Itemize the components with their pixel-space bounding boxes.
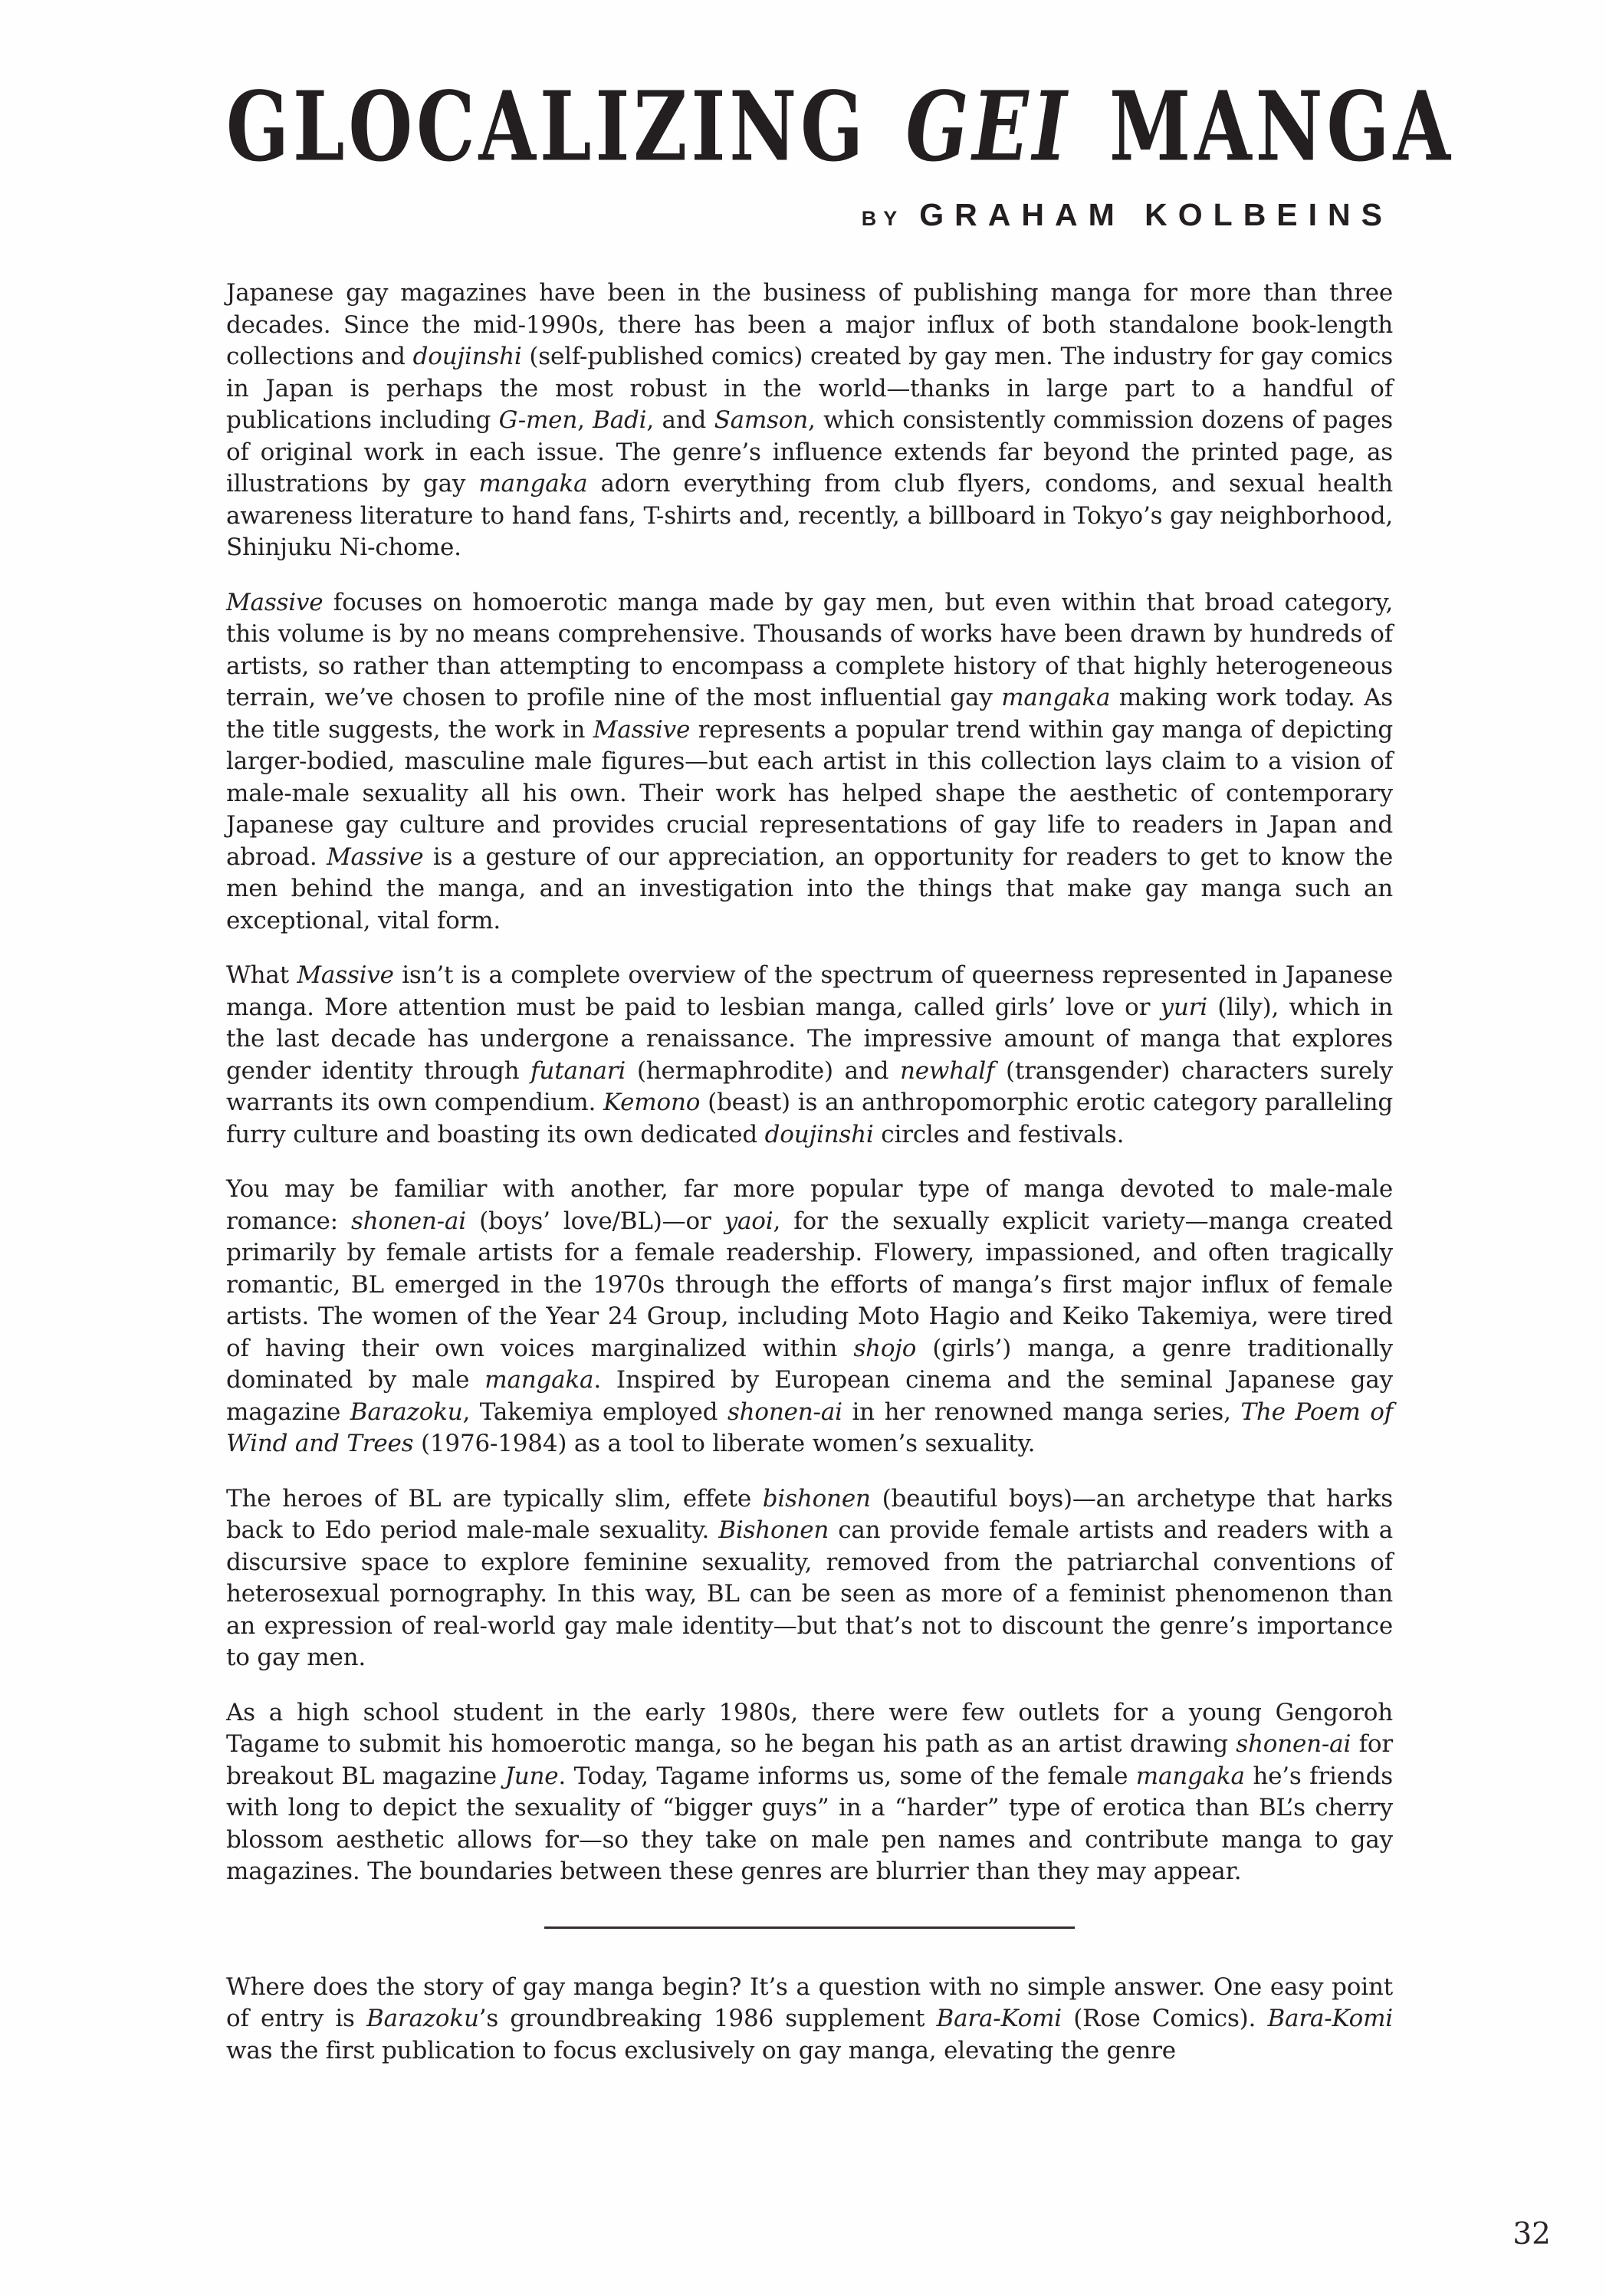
italic-run: doujinshi [764,1120,874,1148]
text-run: (transgender) characters surely warrants its own compendium. [226,1056,1393,1116]
text-run: for breakout BL magazine [226,1730,1393,1790]
text-run: You may be familiar with another, far more popular type of manga devoted to male-male romance: [226,1175,1393,1235]
byline-prefix: BY [861,207,905,230]
text-run: circles and festivals. [873,1120,1125,1148]
paragraph [226,1972,1393,2068]
italic-run: Barazoku [350,1398,463,1426]
masthead [226,0,1454,233]
text-run: The heroes of BL are typically slim, effete [226,1484,763,1513]
italic-run: futanari [530,1056,626,1085]
italic-run: G-men [498,406,578,434]
italic-run: yaoi [724,1207,773,1235]
byline [226,197,1393,233]
page-number: 32 [1512,2217,1551,2252]
italic-run: bishonen [762,1484,871,1513]
text-run: ’s groundbreaking 1986 supplement [478,2005,937,2032]
text-run: (girls’) manga, a genre traditionally dominated by male [226,1334,1393,1394]
italic-run: The Poem of Wind and Trees [226,1398,1393,1457]
italic-run: mangaka [1001,684,1111,711]
paragraph [226,278,1393,564]
italic-run: GEI [905,70,1071,183]
section-divider [544,1926,1075,1929]
article-body [226,278,1393,2067]
text-run: adorn everything from club flyers, condoms, and sexual health awareness literature to hand fans, T-shirts and, recently, a billboard in Tokyo’s gay neighborhood, Shinjuku Ni-chome. [226,470,1393,561]
text-run: (lily), which in the last decade has undergone a renaissance. The impressive amount of manga that explores gender identity through [226,993,1393,1085]
text-run: is a gesture of our appreciation, an opportunity for readers to get to know the men behind the manga, and an investigation into the things that make gay manga such an exceptional, vital form. [226,843,1393,934]
text-run: , [577,406,593,434]
italic-run: mangaka [484,1366,594,1394]
italic-run: Bishonen [718,1516,829,1544]
text-run: was the first publication to focus exclusively on gay manga, elevating the genre [226,2036,1176,2064]
text-run: (beautiful boys)—an archetype that harks back to Edo period male-male sexuality. [226,1484,1393,1544]
text-run: Japanese gay magazines have been in the business of publishing manga for more than three decades. Since the mid-1990s, there has been a major influx of both standalone book-length collections and [226,279,1393,370]
text-run: represents a popular trend within gay manga of depicting larger-bodied, masculine male figures—but each artist in this collection lays claim to a vision of male-male sexuality all his own. Their work has helped shape the aesthetic of contemporary Japanese gay culture and provides crucial representations of gay life to readers in Japan and abroad. [226,715,1393,871]
text-run: isn’t is a complete overview of the spectrum of queerness represented in Japanese manga. More attention must be paid to lesbian manga, called girls’ love or [226,961,1393,1021]
italic-run: Bara-Komi [1267,2005,1393,2032]
italic-run: Samson [714,406,809,434]
text-run: As a high school student in the early 1980s, there were few outlets for a young Gengoroh Tagame to submit his homoerotic manga, so he began his path as an artist drawing [226,1698,1393,1758]
text-run: focuses on homoerotic manga made by gay men, but even within that broad category, this volume is by no means comprehensive. Thousands of works have been drawn by hundreds of artists, so rather than attempting to encompass a complete history of that highly heterogeneous terrain, we’ve chosen to profile nine of the most influential gay [226,588,1393,711]
text-run: (self-published comics) created by gay men. The industry for gay comics in Japan is perhaps the most robust in the world—thanks in large part to a handful of publications including [226,343,1393,434]
text-run: making work today. As the title suggests, the work in [226,684,1393,744]
paragraph [226,960,1393,1151]
paragraph [226,1697,1393,1888]
italic-run: Kemono [603,1089,701,1116]
italic-run: shonen-ai [1236,1730,1351,1758]
italic-run: yuri [1160,993,1207,1021]
text-run: . Today, Tagame informs us, some of the female [558,1762,1136,1790]
text-column [226,0,1454,2090]
italic-run: mangaka [1135,1762,1245,1790]
text-run: (boys’ love/BL)—or [465,1207,724,1235]
italic-run: doujinshi [412,343,522,370]
text-run: (1976-1984) as a tool to liberate women’s sexuality. [413,1430,1036,1457]
paragraph [226,1174,1393,1460]
text-run: , for the sexually explicit variety—manga created primarily by female artists for a female readership. Flowery, impassioned, and often tragically romantic, BL emerged in the 1970s through the efforts of manga’s first major influx of female artists. The women of the Year 24 Group, including Moto Hagio and Keiko Takemiya, were tired of having their own voices marginalized within [226,1207,1393,1362]
italic-run: Massive [297,961,394,989]
paragraph [226,587,1393,938]
italic-run: Badi [593,406,647,434]
italic-run: Massive [327,843,424,871]
article-title [226,70,1454,183]
text-run: What [226,961,297,989]
text-run: , Takemiya employed [462,1398,727,1426]
italic-run: Massive [226,588,323,616]
italic-run: mangaka [478,470,588,498]
italic-run: Barazoku [366,2005,479,2032]
text-run: Where does the story of gay manga begin? It’s a question with no simple answer. One easy point of entry is [226,1972,1393,2032]
text-run: GLOCALIZING [226,70,906,183]
article-title-text [226,70,1454,183]
italic-run: Massive [593,715,691,744]
italic-run: shojo [853,1334,917,1362]
text-run: MANGA [1070,70,1454,183]
italic-run: shonen-ai [351,1207,466,1235]
text-run: in her renowned manga series, [842,1398,1241,1426]
byline-author-name: GRAHAM KOLBEINS [919,197,1393,232]
italic-run: shonen-ai [727,1398,842,1426]
text-run: (Rose Comics). [1062,2005,1268,2032]
text-run: . Inspired by European cinema and the seminal Japanese gay magazine [226,1366,1393,1426]
text-run: (hermaphrodite) and [626,1056,900,1085]
italic-run: June [504,1762,559,1790]
paragraph [226,1483,1393,1674]
italic-run: newhalf [899,1056,995,1085]
text-run: , which consistently commission dozens of pages of original work in each issue. The genre’s influence extends far beyond the printed page, as illustrations by gay [226,406,1393,498]
text-run: , and [646,406,714,434]
italic-run: Bara-Komi [936,2005,1062,2032]
text-run: can provide female artists and readers with a discursive space to explore feminine sexuality, removed from the patriarchal conventions of heterosexual pornography. In this way, BL can be seen as more of a feminist phenomenon than an expression of real-world gay male identity—but that’s not to discount the genre’s importance to gay men. [226,1516,1393,1671]
text-run: he’s friends with long to depict the sexuality of “bigger guys” in a “harder” type of erotica than BL’s cherry blossom aesthetic allows for—so they take on male pen names and contribute manga to gay magazines. The boundaries between these genres are blurrier than they may appear. [226,1762,1394,1885]
text-run: (beast) is an anthropomorphic erotic category paralleling furry culture and boasting its own dedicated [226,1089,1393,1148]
